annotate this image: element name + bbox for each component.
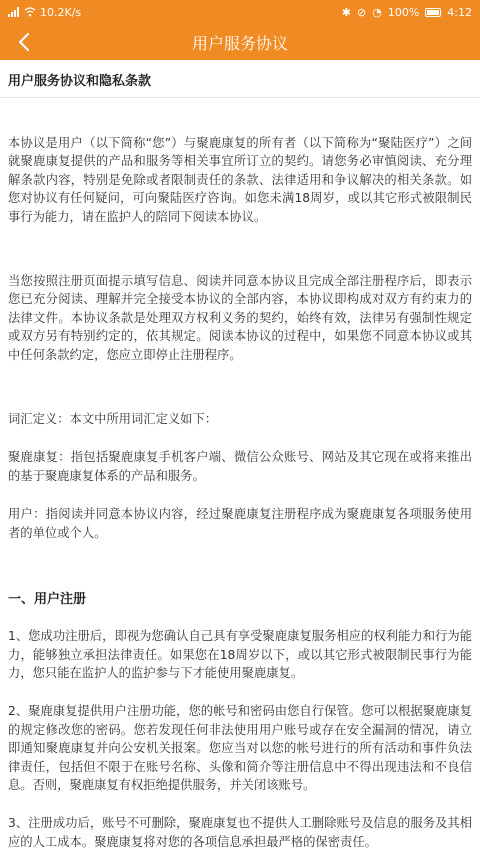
alarm-icon: ◔ — [372, 5, 382, 19]
list-item: 3、注册成功后，账号不可删除，聚鹿康复也不提供人工删除账号及信息的服务及其相应的人工成本。聚鹿康复将对您的各项信息承担最严格的保密责任。 — [8, 816, 472, 849]
wifi-icon — [24, 7, 36, 17]
paragraph: 词汇定义：本文中所用词汇定义如下： — [8, 412, 218, 427]
document-title: 用户服务协议和隐私条款 — [8, 74, 152, 89]
back-button[interactable] — [6, 24, 42, 60]
mute-icon: ⊘ — [357, 5, 367, 19]
paragraph: 聚鹿康复：指包括聚鹿康复手机客户端、微信公众账号、网站及其它现在或将来推出的基于聚鹿康复体系的产品和服务。 — [8, 450, 472, 483]
agreement-content[interactable] — [0, 60, 480, 849]
nav-bar — [0, 24, 480, 60]
section-title: 一、用户注册 — [8, 592, 87, 608]
network-speed: 10.2K/s — [40, 5, 82, 19]
status-bar — [0, 0, 480, 24]
list-item: 1、您成功注册后，即视为您确认自己具有享受聚鹿康复服务相应的权利能力和行为能力，能够独立承担法律责任。如果您在18周岁以下，或以其它形式被限制民事行为能力，您只能在监护人的监护参与下才能使用聚鹿康复。 — [8, 629, 472, 680]
list-item: 2、聚鹿康复提供用户注册功能，您的帐号和密码由您自行保管。您可以根据聚鹿康复的规定修改您的密码。您若发现任何非法使用用户账号或存在安全漏洞的情况，请立即通知聚鹿康复并向公安机关报案。您应当对以您的帐号进行的所有活动和事件负法律责任，包括但不限于在账号名称、头像和简介等注册信息中不得出现违法和不良信息。否则，聚鹿康复有权拒绝提供服务，并关闭该账号。 — [8, 704, 472, 792]
battery-icon — [425, 8, 441, 17]
paragraph: 当您按照注册页面提示填写信息、阅读并同意本协议且完成全部注册程序后，即表示您已充分阅读、理解并完全接受本协议的全部内容，本协议即构成对双方有约束力的法律文件。本协议条款是处理双方权利义务的契约，始终有效，法律另有强制性规定或双方另有特别约定的，依其规定。阅读本协议的过程中，如果您不同意本协议或其中任何条款约定，您应立即停止注册程序。 — [8, 274, 472, 362]
clock-time: 4:12 — [447, 5, 472, 19]
page-title: 用户服务协议 — [191, 33, 288, 53]
chevron-left-icon — [17, 32, 31, 52]
status-left — [8, 6, 81, 19]
bluetooth-icon: ✱ — [341, 5, 352, 19]
status-right — [342, 6, 472, 19]
paragraph: 用户：指阅读并同意本协议内容，经过聚鹿康复注册程序成为聚鹿康复各项服务使用者的单位或个人。 — [8, 507, 472, 540]
paragraph: 本协议是用户（以下简称“您”）与聚鹿康复的所有者（以下简称为“聚陆医疗”）之间就聚鹿康复提供的产品和服务等相关事宜所订立的契约。请您务必审慎阅读、充分理解条款内容，特别是免除或者限制责任的条款、法律适用和争议解决的相关条款。如您对协议有任何疑问，可向聚陆医疗咨询。如您未满18周岁，或以其它形式被限制民事行为能力，请在监护人的陪同下阅读本协议。 — [8, 136, 472, 224]
battery-percent: 100% — [387, 5, 420, 19]
signal-icon — [8, 7, 20, 17]
